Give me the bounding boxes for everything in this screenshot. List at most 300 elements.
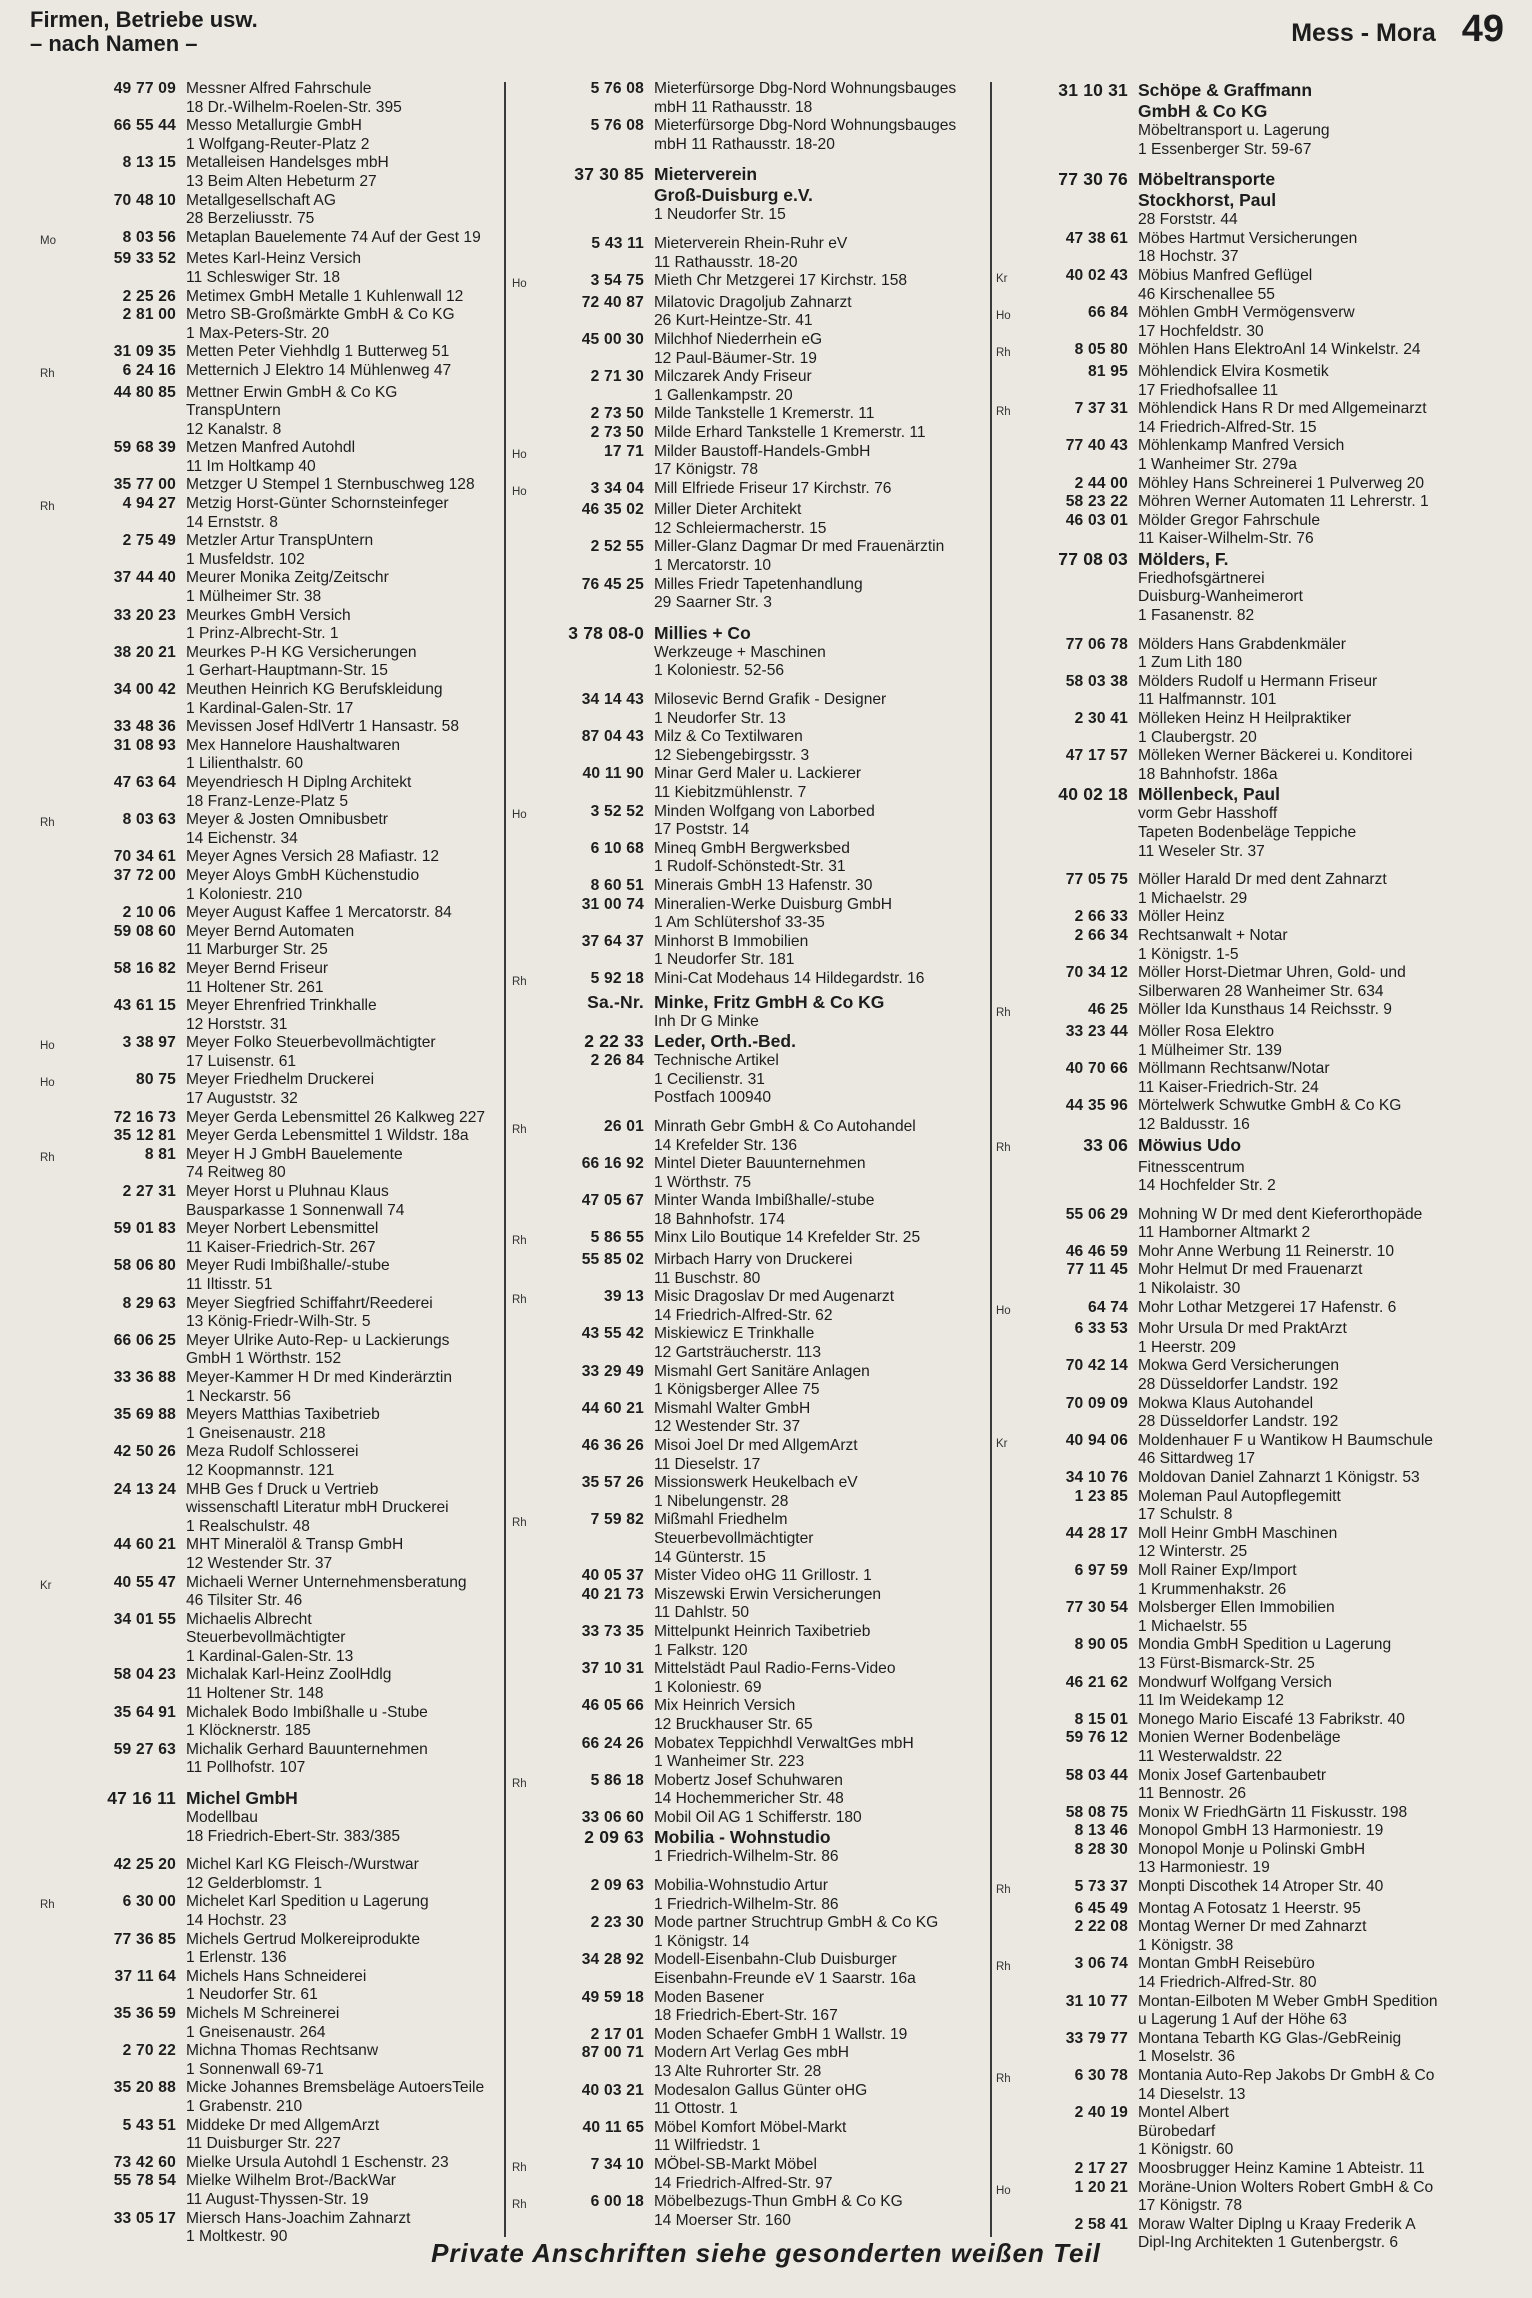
district-code: Rh [996,1141,1011,1154]
phone-number: 38 20 21 [113,643,176,661]
district-code [512,1031,538,1052]
listing-text: Moden Basener 18 Friedrich-Ebert-Str. 167 [654,1988,838,2025]
district-code [996,1469,1022,1488]
listing-text: 28 Forststr. 44 [1138,211,1238,229]
phone-number: 72 16 73 [113,1108,176,1126]
listing-text: Meyers Matthias Taxibetrieb 1 Gneisenaustr. 218 [186,1406,380,1442]
district-code [996,1841,1022,1878]
listing-entry [40,607,495,644]
phone-number: 5 92 18 [590,969,644,987]
phone-number: 47 38 61 [1065,229,1128,247]
district-code [40,1295,66,1332]
phone-number: 59 01 83 [113,1220,176,1238]
listing-text: Mölders, F. [1138,548,1229,569]
district-code [512,576,538,613]
district-code [40,288,66,307]
phone-number: 33 05 17 [113,2209,176,2227]
district-code [512,331,538,368]
district-code [40,1704,66,1741]
phone-number: 33 20 23 [113,606,176,624]
district-code [40,718,66,737]
phone-number: 37 11 64 [114,1967,176,1985]
phone-number: 2 66 34 [1074,926,1128,944]
listing-entry [996,341,1508,363]
district-code: Ho [512,808,527,821]
phone-number: 2 27 31 [122,1183,176,1201]
phone-number: 44 28 17 [1065,1524,1128,1542]
listing-entry [40,644,495,681]
listing-entry [996,211,1508,230]
listing-entry [996,1206,1508,1243]
phone-number: 46 03 01 [1065,511,1128,529]
listing-text: Moll Rainer Exp/Import 1 Krummenhakstr. 26 [1138,1561,1297,1598]
listing-text: Mörtelwerk Schwutke GmbH & Co KG 12 Baldusstr. 16 [1138,1097,1402,1133]
listing-entry [996,1432,1508,1469]
district-code: Rh [512,1235,527,1248]
listing-entry [996,1599,1508,1636]
listing-entry [996,1993,1508,2030]
listing-entry [40,1369,495,1406]
listing-text: Mex Hannelore Haushaltwaren 1 Lilienthalstr. 60 [186,736,401,773]
listing-entry [512,272,982,294]
listing-text: Möhlenkamp Manfred Versich 1 Wanheimer Str. 279a [1138,437,1345,473]
listing-text: Möbeltransport u. Lagerung 1 Essenberger Str. 59-67 [1138,122,1330,158]
listing-text: Misic Dragoslav Dr med Augenarzt 14 Friedrich-Alfred-Str. 62 [654,1288,895,1324]
listing-text: Minhorst B Immobilien 1 Neudorfer Str. 181 [654,932,809,969]
listing-entry [512,331,982,368]
district-code [40,1109,66,1128]
listing-text: Meyer Aloys GmbH Küchenstudio 1 Koloniestr. 210 [186,866,420,903]
phone-number: 8 29 63 [122,1294,176,1312]
district-code [40,960,66,997]
district-code [996,784,1022,805]
district-code [512,840,538,877]
listing-entry [512,728,982,765]
listing-text: Metro SB-Großmärkte GmbH & Co KG 1 Max-Peters-Str. 20 [186,306,455,342]
phone-number: 8 03 63 [122,811,176,829]
listing-text: Meyer Bernd Automaten 11 Marburger Str. 25 [186,922,355,959]
district-code [996,1525,1022,1562]
listing-text: Meyer Siegfried Schiffahrt/Reederei 13 König-Friedr-Wilh-Str. 5 [186,1294,433,1331]
district-code [512,2119,538,2156]
listing-text: Mokwa Gerd Versicherungen 28 Düsseldorfer Landstr. 192 [1138,1357,1340,1394]
phone-number [1022,570,1138,626]
phone-number: 40 21 73 [581,1585,644,1603]
phone-number: 5 73 37 [1074,1878,1128,1896]
phone-number: 59 33 52 [113,250,176,268]
phone-number [538,206,654,225]
district-code [40,737,66,774]
listing-text: Montel Albert Bürobedarf 1 Königstr. 60 [1138,2104,1234,2159]
listing-entry [996,784,1508,805]
district-code [40,848,66,867]
listing-text: Möhlendick Hans R Dr med Allgemeinarzt 14 Friedrich-Alfred-Str. 15 [1138,400,1427,436]
phone-number: 2 17 01 [590,2025,644,2043]
listing-text: Mittelstädt Paul Radio-Ferns-Video 1 Koloniestr. 69 [654,1660,896,1696]
listing-entry [512,1031,982,1052]
listing-entry [512,877,982,896]
listing-text: Meyer & Josten Omnibusbetr 14 Eichenstr. 34 [186,811,388,847]
phone-number: 47 05 67 [581,1192,644,1210]
phone-number: 3 06 74 [1074,1955,1128,1973]
listing-entry [512,405,982,424]
phone-number: 58 03 44 [1065,1766,1128,1784]
district-code [996,1599,1022,1636]
listing-entry [512,896,982,933]
listing-text: Möllmann Rechtsanw/Notar 11 Kaiser-Friedrich-Str. 24 [1138,1060,1330,1096]
phone-number: 5 86 18 [590,1771,644,1789]
district-code [40,1666,66,1703]
listing-entry [512,1288,982,1325]
listing-entry [996,549,1508,570]
listing-text: MHT Mineralöl & Transp GmbH 12 Westender Str. 37 [186,1536,404,1572]
district-code: Rh [996,2073,1011,2085]
district-code [512,1877,538,1914]
phone-number: 40 02 18 [1058,784,1128,805]
listing-text: Meyer Norbert Lebensmittel 11 Kaiser-Friedrich-Str. 267 [186,1220,379,1256]
phone-number: 3 54 75 [590,272,644,290]
district-code: Ho [40,1077,55,1090]
phone-number: 40 05 37 [581,1567,644,1585]
listing-text: Mondwurf Wolfgang Versich 11 Im Weidekamp 12 [1138,1673,1332,1710]
district-code [996,549,1022,570]
listing-entry [512,933,982,970]
district-code [512,1052,538,1108]
phone-number: 44 60 21 [581,1399,644,1417]
phone-number: 72 40 87 [581,293,644,311]
phone-number: 33 23 44 [1065,1022,1128,1040]
listing-text: Mieterverein Rhein-Ruhr eV 11 Rathausstr. 18-20 [654,234,848,271]
listing-entry [996,493,1508,512]
listing-text: Fitnesscentrum 14 Hochfelder Str. 2 [1138,1158,1276,1195]
listing-entry [996,1001,1508,1023]
listing-entry [40,1146,495,1183]
listing-entry [512,424,982,443]
phone-number: 2 81 00 [122,306,176,324]
district-code [40,1257,66,1294]
phone-number: 8 28 30 [1074,1840,1128,1858]
district-code [40,1536,66,1573]
district-code [40,2042,66,2079]
listing-entry [40,532,495,569]
listing-text: Michel Karl KG Fleisch-/Wurstwar 12 Gelderblomstr. 1 [186,1856,419,1892]
phone-number: 8 03 56 [122,228,176,246]
listing-entry [40,2042,495,2079]
listing-text: Metzler Artur TranspUntern 1 Musfeldstr. 102 [186,532,374,568]
listing-entry [512,1772,982,1809]
listing-text: Meyer Bernd Friseur 11 Holtener Str. 261 [186,959,329,996]
listing-entry [40,569,495,606]
phone-number: 46 05 66 [581,1697,644,1715]
listing-text: Möllenbeck, Paul [1138,784,1280,805]
district-code [40,343,66,362]
listing-text: Milder Baustoff-Handels-GmbH 17 Königstr. 78 [654,442,871,479]
listing-entry [512,2156,982,2193]
listing-entry [40,960,495,997]
listing-entry [40,774,495,811]
listing-entry [40,1856,495,1893]
district-code [996,871,1022,908]
phone-number: 42 50 26 [113,1443,176,1461]
listing-text: Inh Dr G Minke [654,1012,759,1030]
district-code [40,569,66,606]
listing-entry [40,848,495,867]
listing-text: Mieterverein Groß-Duisburg e.V. [654,164,813,206]
district-code: Ho [996,1304,1011,1317]
phone-number: 39 13 [603,1288,644,1306]
listing-text: Montag Werner Dr med Zahnarzt 1 Königstr. 38 [1138,1918,1367,1954]
district-code: Rh [512,1123,527,1136]
listing-text: Meyer Agnes Versich 28 Mafiastr. 12 [186,848,440,866]
district-code [512,206,538,225]
phone-number: 44 60 21 [113,1536,176,1554]
listing-text: Michna Thomas Rechtsanw 1 Sonnenwall 69-71 [186,2042,379,2078]
listing-entry [512,644,982,681]
phone-number: 37 44 40 [113,569,176,587]
phone-number: 49 59 18 [581,1988,644,2006]
listing-entry [996,805,1508,861]
district-code [40,923,66,960]
listing-entry [40,495,495,532]
district-code [512,1155,538,1192]
listing-entry [40,1788,495,1809]
listing-entry [40,250,495,287]
listing-entry [996,673,1508,710]
phone-number: 35 57 26 [581,1474,644,1492]
phone-number: 55 78 54 [113,2172,176,2190]
phone-number: 59 76 12 [1065,1729,1128,1747]
district-code [40,1406,66,1443]
listing-entry [512,2119,982,2156]
listing-entry [40,1183,495,1220]
district-code [996,1357,1022,1394]
listing-entry [512,1877,982,1914]
listing-entry [512,1586,982,1623]
district-code [512,538,538,575]
column-divider [504,82,506,2237]
district-code [40,1856,66,1893]
listing-text: Molsberger Ellen Immobilien 1 Michaelstr. 55 [1138,1599,1335,1635]
listing-text: Meza Rudolf Schlosserei 12 Koopmannstr. 121 [186,1443,359,1479]
district-code [40,306,66,343]
district-code [512,933,538,970]
phone-number: 2 22 33 [584,1031,644,1052]
district-code [996,1562,1022,1599]
listing-text: Meyer Friedhelm Druckerei 17 Auguststr. 32 [186,1071,375,1108]
listing-text: Monix Josef Gartenbaubetr 11 Bennostr. 26 [1138,1766,1327,1803]
listing-entry [40,1220,495,1257]
district-code [512,1809,538,1828]
listing-entry [996,1357,1508,1394]
phone-number: 33 29 49 [581,1362,644,1380]
phone-number: 34 28 92 [581,1951,644,1969]
listing-entry [40,117,495,154]
district-code [512,1192,538,1229]
listing-text: Metes Karl-Heinz Versich 11 Schleswiger Str. 18 [186,250,362,286]
district-code [512,501,538,538]
phone-number: 44 80 85 [113,383,176,401]
listing-text: 1 Neudorfer Str. 15 [654,206,786,224]
listing-text: Rechtsanwalt + Notar 1 Königstr. 1-5 [1138,926,1288,963]
listing-text: Metten Peter Viehhdlg 1 Butterweg 51 [186,343,450,361]
district-code [40,1127,66,1146]
listing-entry [996,570,1508,626]
listing-text: Leder, Orth.-Bed. [654,1031,796,1052]
district-code: Ho [996,310,1011,323]
listing-text: Montag A Fotosatz 1 Heerstr. 95 [1138,1899,1361,1917]
district-code [996,710,1022,747]
phone-number: 58 16 82 [113,959,176,977]
listing-entry [996,908,1508,927]
listing-entry [512,1325,982,1362]
district-code [996,1395,1022,1432]
phone-number: 35 64 91 [113,1703,176,1721]
listing-entry [512,206,982,225]
district-code [40,476,66,495]
listing-text: Moraw Walter Diplng u Kraay Frederik A Dipl-Ing Architekten 1 Gutenbergstr. 6 [1138,2215,1416,2252]
district-code [996,80,1022,122]
listing-entry [996,1729,1508,1766]
listing-entry [996,1023,1508,1060]
listing-entry [512,840,982,877]
listing-entry [996,1636,1508,1673]
listing-text: Milde Tankstelle 1 Kremerstr. 11 [654,405,875,423]
listing-text: Möller Rosa Elektro 1 Mülheimer Str. 139 [1138,1022,1282,1059]
listing-text: Möller Heinz [1138,908,1225,926]
phone-number: 45 00 30 [581,330,644,348]
district-code [996,1261,1022,1298]
listing-entry [512,1251,982,1288]
listing-text: Miersch Hans-Joachim Zahnarzt 1 Moltkestr. 90 [186,2209,411,2246]
page-header-left [30,8,258,56]
listing-entry [512,1118,982,1155]
district-code [512,1951,538,1988]
listing-entry [40,80,495,117]
listing-text: Meyer H J GmbH Bauelemente 74 Reitweg 80 [186,1145,403,1182]
district-code: Rh [40,817,55,830]
listing-text: Mohning W Dr med dent Kieferorthopäde 11 Hamborner Altmarkt 2 [1138,1205,1423,1242]
phone-number: 7 37 31 [1074,400,1128,418]
listing-text: Michalek Bodo Imbißhalle u -Stube 1 Klöcknerstr. 185 [186,1703,428,1740]
phone-number: 33 36 88 [113,1368,176,1386]
listing-entry [996,1878,1508,1900]
listing-entry [996,871,1508,908]
listing-entry [512,480,982,502]
listing-entry [512,1914,982,1951]
listing-entry [512,1848,982,1867]
district-code [40,644,66,681]
listing-text: Metzig Horst-Günter Schornsteinfeger 14 Ernststr. 8 [186,495,449,531]
listing-text: Mölders Hans Grabdenkmäler 1 Zum Lith 180 [1138,635,1347,672]
listing-entry [512,1155,982,1192]
phone-number: 46 46 59 [1065,1242,1128,1260]
phone-number: 2 71 30 [590,368,644,386]
district-code [996,1320,1022,1357]
listing-entry [40,229,495,251]
listing-entry [40,737,495,774]
listing-entry [996,1320,1508,1357]
listing-text: Mieth Chr Metzgerei 17 Kirchstr. 158 [654,272,908,290]
listing-text: Werkzeuge + Maschinen 1 Koloniestr. 52-56 [654,643,826,680]
listing-text: Messner Alfred Fahrschule 18 Dr.-Wilhelm-Roelen-Str. 395 [186,80,402,116]
listing-text: Mölder Gregor Fahrschule 11 Kaiser-Wilhelm-Str. 76 [1138,511,1321,548]
listing-entry [512,1735,982,1772]
listing-entry [512,970,982,992]
listing-entry [512,1437,982,1474]
district-code: Kr [996,272,1008,285]
listing-entry [512,117,982,154]
column-1 [40,80,495,2247]
phone-number: 37 64 37 [581,932,644,950]
district-code [40,439,66,476]
listing-entry [40,1071,495,1108]
district-code [996,1243,1022,1262]
district-code [40,2079,66,2116]
listing-entry [512,765,982,802]
phone-number: 37 72 00 [113,866,176,884]
listing-entry [996,2160,1508,2179]
listing-text: Mode partner Struchtrup GmbH & Co KG 1 Königstr. 14 [654,1914,939,1950]
listing-text: Moden Schaefer GmbH 1 Wallstr. 19 [654,2025,908,2043]
column-divider [990,82,992,2237]
listing-entry [512,803,982,840]
district-code [512,1848,538,1867]
district-code [40,1611,66,1667]
listing-entry [512,368,982,405]
listing-text: Mirbach Harry von Druckerei 11 Buschstr. 80 [654,1251,853,1287]
phone-number: 58 04 23 [113,1666,176,1684]
listing-text: Miller Dieter Architekt 12 Schleiermacherstr. 15 [654,501,827,537]
district-code [512,1697,538,1734]
phone-number: 37 10 31 [581,1660,644,1678]
listing-entry [512,1400,982,1437]
phone-number: 43 61 15 [113,997,176,1015]
listing-entry [40,1481,495,1537]
listing-entry [996,1060,1508,1097]
district-code [996,2030,1022,2067]
listing-entry [996,1822,1508,1841]
district-code [996,363,1022,400]
phone-number: 49 77 09 [113,80,176,97]
phone-number: 35 12 81 [113,1127,176,1145]
listing-entry [512,1989,982,2026]
listing-text: Mix Heinrich Versich 12 Bruckhauser Str. 65 [654,1697,813,1733]
listing-text: Milczarek Andy Friseur 1 Gallenkampstr. 20 [654,368,812,404]
listing-entry [996,267,1508,304]
listing-entry [996,2067,1508,2104]
phone-number: 8 13 46 [1074,1822,1128,1840]
listing-text: Montana Tebarth KG Glas-/GebReinig 1 Moselstr. 36 [1138,2029,1402,2066]
listing-text: Möbel Komfort Möbel-Markt 11 Wilfriedstr. 1 [654,2118,847,2155]
listing-entry [996,2104,1508,2160]
district-code [512,728,538,765]
listing-text: Mismahl Gert Sanitäre Anlagen 1 Königsberger Allee 75 [654,1362,870,1399]
phone-number: 77 08 03 [1058,548,1128,569]
listing-entry [996,1841,1508,1878]
listing-text: Miller-Glanz Dagmar Dr med Frauenärztin 1 Mercatorstr. 10 [654,538,945,575]
district-code [512,691,538,728]
phone-number: 7 34 10 [590,2155,644,2173]
listing-entry [996,475,1508,494]
listing-text: Metallgesellschaft AG 28 Berzeliusstr. 75 [186,191,336,228]
district-code: Kr [40,1579,52,1592]
listing-text: Moldovan Daniel Zahnarzt 1 Königstr. 53 [1138,1469,1420,1486]
listing-entry [40,1741,495,1778]
district-code [996,122,1022,159]
district-code [40,1183,66,1220]
column-3 [996,80,1508,2253]
district-code [40,1788,66,1809]
